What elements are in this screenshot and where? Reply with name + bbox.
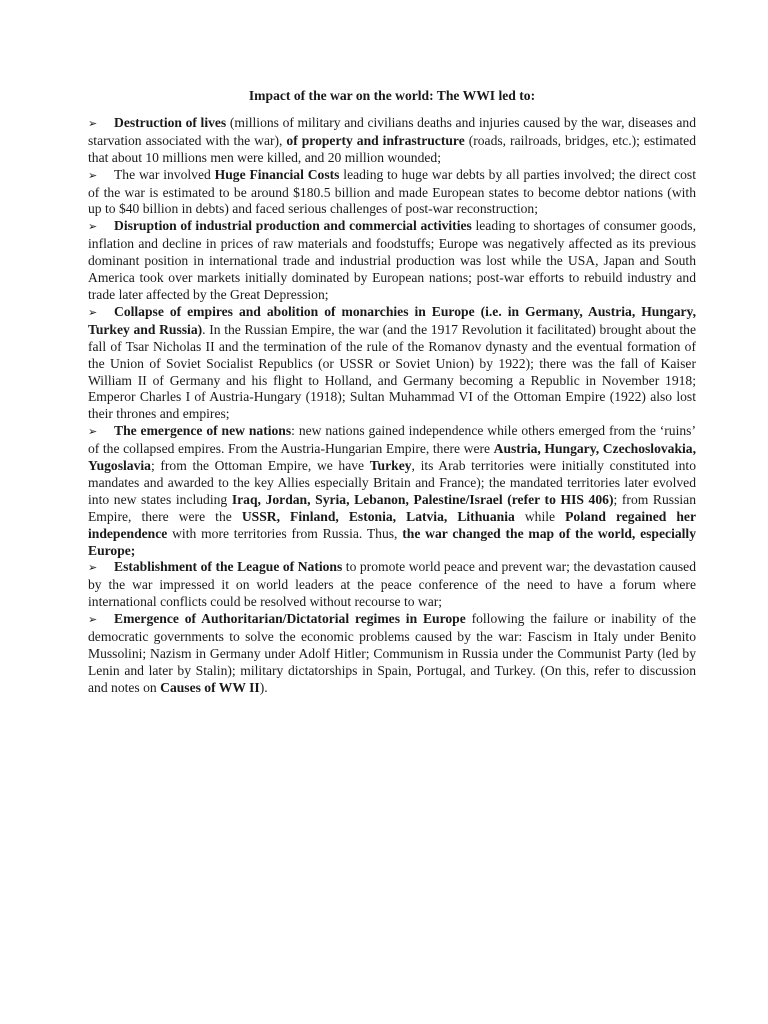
bullet-list [88,115,696,697]
text-segment: (roads, railroads, bridges, etc.); estimated that about 10 millions men were killed, and 20 million wounded; [88,132,696,165]
text-segment: to promote world peace and prevent war; the devastation caused by the war impressed it on world leaders at the peace conference of the need to have a forum where international conflicts could be resolved without recourse to war; [88,559,696,610]
bold-text-segment: Destruction of lives [114,114,227,130]
text-segment: ; from Russian Empire, there were the [88,491,696,524]
bold-text-segment: the war changed the map of the world, especially Europe; [88,525,696,558]
bullet-item [88,559,696,611]
arrow-bullet-icon: ➢ [88,425,98,439]
bold-text-segment: of property and infrastructure [286,132,465,148]
bold-text-segment: Emergence of Authoritarian/Dictatorial regimes in Europe [114,611,466,627]
text-segment: while [514,508,566,524]
text-segment: The war involved [114,166,215,182]
bold-text-segment: Austria, Hungary, Czechoslovakia, Yugoslavia [88,441,696,474]
bold-text-segment: Turkey [369,458,412,474]
text-segment: : new nations gained independence while others emerged from the ‘ruins’ of the collapsed empires. From the Austria-Hungarian Empire, there were [88,423,696,457]
bullet-item [88,218,696,304]
document-page [88,88,696,697]
bullet-item [88,423,696,559]
bold-text-segment: The emergence of new nations [114,423,292,439]
arrow-bullet-icon: ➢ [88,305,98,319]
bullet-item [88,304,696,423]
bold-text-segment: Disruption of industrial production and commercial activities [114,218,472,234]
bold-text-segment: USSR, Finland, Estonia, Latvia, Lithuania [241,508,515,524]
bold-text-segment: Establishment of the League of Nations [114,559,343,575]
text-segment: , its Arab territories were initially constituted into mandates and awarded to the key Allies especially Britain and France); the mandated territories later evolved into new states including [88,458,697,507]
arrow-bullet-icon: ➢ [88,220,98,234]
bullet-item [88,611,696,697]
bullet-item [88,115,696,167]
bold-text-segment: Huge Financial Costs [214,166,340,182]
text-segment: (millions of military and civilians deaths and injuries caused by the war, diseases and starvation associated with the war), [88,114,696,148]
text-segment: with more territories from Russia. Thus, [167,525,403,541]
arrow-bullet-icon: ➢ [88,613,98,627]
text-segment: following the failure or inability of the democratic governments to solve the economic problems caused by the war: Fascism in Italy under Benito Mussolini; Nazism in Germany under Adolf Hitler; Communism in Russia under the Communist Party (led by Lenin and later by Stalin); military dictatorships in Spain, Portugal, and Turkey. (On this, refer to discussion and notes on [88,611,696,695]
text-segment: leading to shortages of consumer goods, inflation and decline in prices of raw materials and foodstuffs; Europe was negatively affected as its previous dominant position in international trade and industrial production was lost while the USA, Japan and South America took over markets initially dominated by European nations; post-war efforts to rebuild industry and trade later affected by the Great Depression; [88,218,696,302]
arrow-bullet-icon: ➢ [88,168,98,182]
bold-text-segment: Poland regained her independence [88,508,696,541]
bullet-item [88,167,696,219]
text-segment: . In the Russian Empire, the war (and the 1917 Revolution it facilitated) brought about the fall of Tsar Nicholas II and the termination of the rule of the Romanov dynasty and the eventual formation of the Union of Soviet Socialist Republics (or USSR or Soviet Union) by 1922); there was the fall of Kaiser William II of Germany and his flight to Holland, and Germany becoming a Republic in November 1918; Emperor Charles I of Austria-Hungary (1918); Sultan Muhammad VI of the Ottoman Empire (1922) also lost their thrones and empires; [88,321,696,422]
bold-text-segment: Iraq, Jordan, Syria, Lebanon, Palestine/Israel (refer to HIS 406) [231,491,614,507]
document-title: Impact of the war on the world: The WWI led to: [248,88,536,103]
text-segment: ). [259,679,268,695]
text-segment: leading to huge war debts by all parties involved; the direct cost of the war is estimated to be around $180.5 billion and made European states to become debtor nations (with up to $40 billion in debts) and faced serious challenges of post-war reconstruction; [88,166,696,217]
bold-text-segment: Causes of WW II [160,679,260,695]
bold-text-segment: Collapse of empires and abolition of monarchies in Europe (i.e. in Germany, Austria, Hungary, Turkey and Russia) [88,303,696,337]
text-segment: ; from the Ottoman Empire, we have [150,458,370,474]
arrow-bullet-icon: ➢ [88,561,98,575]
arrow-bullet-icon: ➢ [88,116,98,130]
